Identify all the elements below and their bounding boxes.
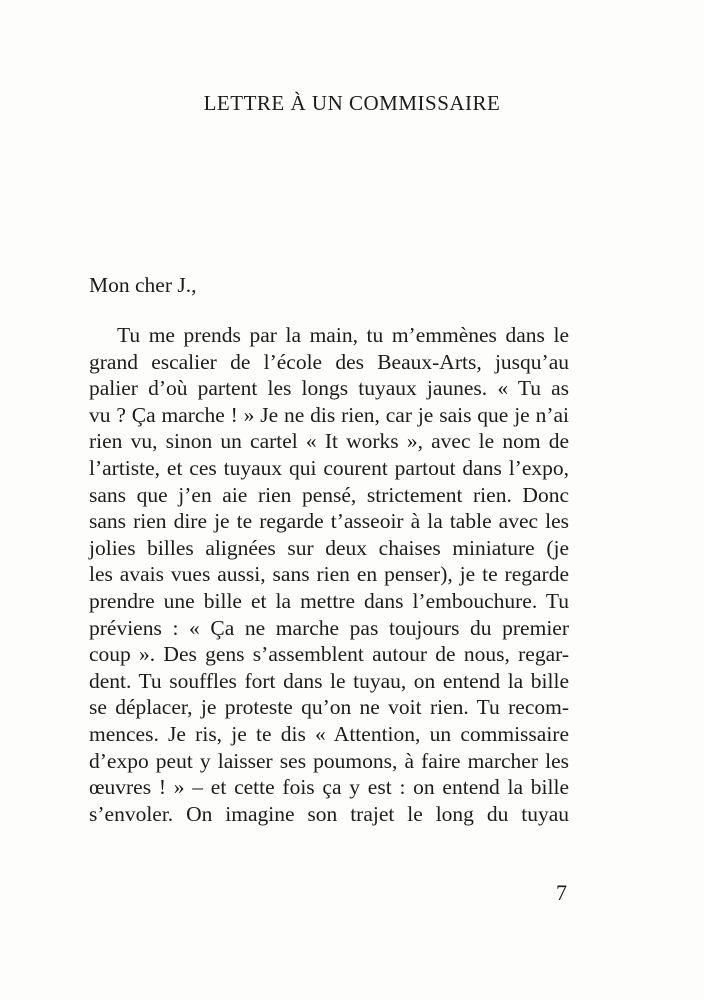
body-line: sans rien dire je te regarde t’asseoir à la table avec les [89, 509, 569, 534]
body-line: mences. Je ris, je te dis « Attention, un commissaire [89, 721, 569, 746]
body-line: coup ». Des gens s’assemblent autour de nous, regar- [89, 642, 569, 667]
body-line: Tu me prends par la main, tu m’emmènes dans le [117, 323, 569, 347]
letter-body [89, 322, 569, 827]
body-line: vu ? Ça marche ! » Je ne dis rien, car je sais que je n’ai [89, 402, 569, 427]
body-line: prendre une bille et la mettre dans l’embouchure. Tu [89, 588, 569, 613]
body-line: grand escalier de l’école des Beaux-Arts, jusqu’au [89, 349, 569, 374]
page-number: 7 [556, 880, 567, 905]
body-line: jolies billes alignées sur deux chaises miniature (je [89, 535, 569, 560]
body-line: rien vu, sinon un cartel « It works », avec le nom de [89, 429, 569, 454]
body-line: se déplacer, je proteste qu’on ne voit rien. Tu recom- [89, 695, 569, 720]
body-line: d’expo peut y laisser ses poumons, à faire marcher les [89, 748, 569, 773]
body-line: les avais vues aussi, sans rien en penser), je te regarde [89, 562, 569, 587]
page-title: LETTRE À UN COMMISSAIRE [203, 91, 501, 115]
body-line: s’envoler. On imagine son trajet le long du tuyau [89, 801, 569, 826]
body-line: l’artiste, et ces tuyaux qui courent partout dans l’expo, [89, 455, 569, 480]
body-line: palier d’où partent les longs tuyaux jaunes. « Tu as [89, 376, 569, 401]
body-line: dent. Tu souffles fort dans le tuyau, on entend la bille [89, 668, 569, 693]
letter-salutation: Mon cher J., [89, 273, 197, 297]
body-line: œuvres ! » – et cette fois ça y est : on entend la bille [89, 775, 569, 800]
body-line: préviens : « Ça ne marche pas toujours du premier [89, 615, 569, 640]
body-line: sans que j’en aie rien pensé, strictement rien. Donc [89, 482, 569, 507]
